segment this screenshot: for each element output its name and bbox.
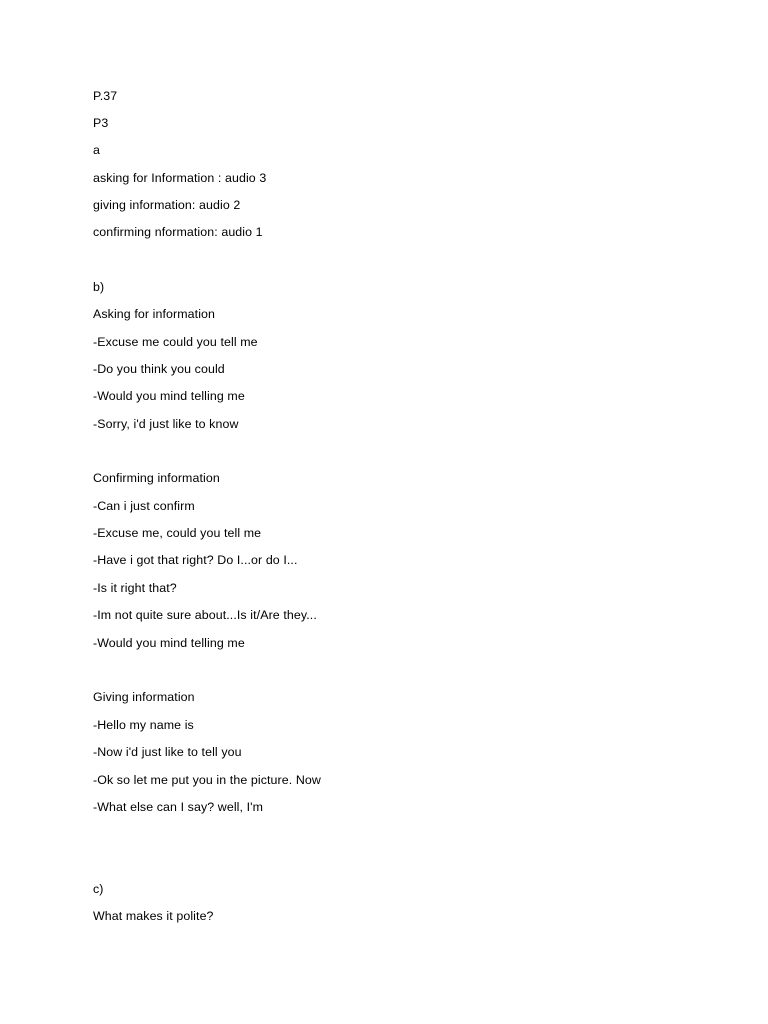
section-a-item: giving information: audio 2 — [93, 198, 241, 212]
section-c-question: What makes it polite? — [93, 909, 214, 923]
page-reference: P.37 — [93, 89, 118, 103]
group-heading-confirming: Confirming information — [93, 471, 220, 485]
phrase-item: -Is it right that? — [93, 581, 177, 595]
phrase-item: -Excuse me could you tell me — [93, 335, 258, 349]
section-a-label: a — [93, 143, 100, 157]
phrase-item: -Im not quite sure about...Is it/Are they... — [93, 608, 317, 622]
phrase-item: -Do you think you could — [93, 362, 225, 376]
phrase-item: -What else can I say? well, I'm — [93, 800, 264, 814]
phrase-item: -Can i just confirm — [93, 499, 195, 513]
phrase-item: -Would you mind telling me — [93, 636, 245, 650]
section-b-label: b) — [93, 280, 105, 294]
group-heading-giving: Giving information — [93, 690, 195, 704]
part-label: P3 — [93, 116, 109, 130]
section-a-item: asking for Information : audio 3 — [93, 171, 267, 185]
group-heading-asking: Asking for information — [93, 307, 216, 321]
phrase-item: -Hello my name is — [93, 718, 194, 732]
phrase-item: -Would you mind telling me — [93, 389, 245, 403]
phrase-item: -Ok so let me put you in the picture. Now — [93, 773, 321, 787]
section-c-label: c) — [93, 882, 104, 896]
phrase-item: -Have i got that right? Do I...or do I... — [93, 553, 298, 567]
phrase-item: -Excuse me, could you tell me — [93, 526, 262, 540]
phrase-item: -Now i'd just like to tell you — [93, 745, 242, 759]
section-a-item: confirming nformation: audio 1 — [93, 225, 263, 239]
phrase-item: -Sorry, i'd just like to know — [93, 417, 239, 431]
